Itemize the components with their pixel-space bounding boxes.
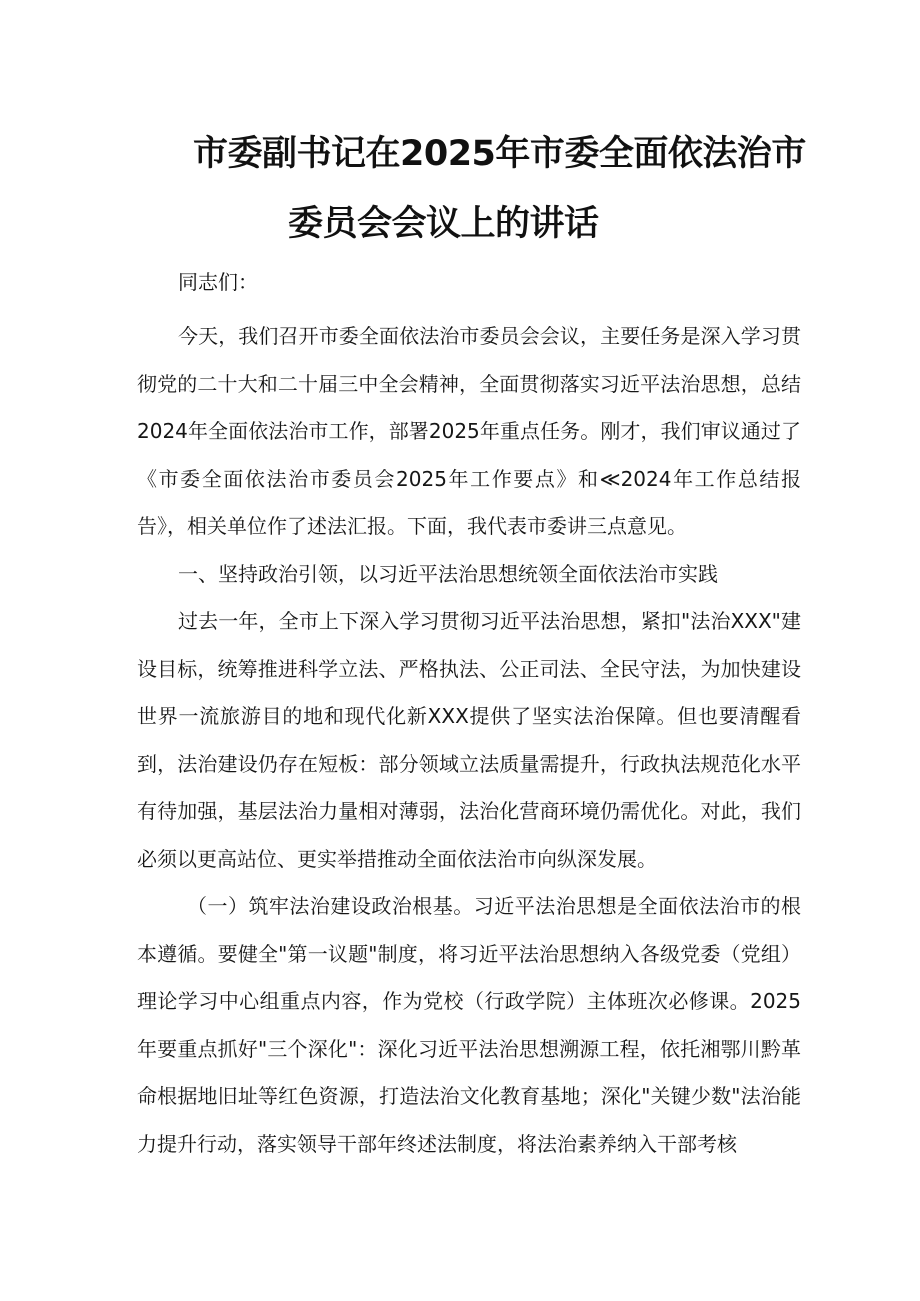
paragraph-opening: 今天，我们召开市委全面依法治市委员会会议，主要任务是深入学习贯彻党的二十大和二十届三中全会精神，全面贯彻落实习近平法治思想，总结2024年全面依法治市工作，部署2025年重点任务。刚才，我们审议通过了《市委全面依法治市委员会2025年工作要点》和≪2024年工作总结报告》，相关单位作了述法汇报。下面，我代表市委讲三点意见。 <box>137 324 801 538</box>
document-body <box>137 313 801 1168</box>
paragraph-subsection-1: （一）筑牢法治建设政治根基。习近平法治思想是全面依法治市的根本遵循。要健全"第一议题"制度，将习近平法治思想纳入各级党委（党组）理论学习中心组重点内容，作为党校（行政学院）主体班次必修课。2025年要重点抓好"三个深化"：深化习近平法治思想溯源工程，依托湘鄂川黔革命根据地旧址等红色资源，打造法治文化教育基地；深化"关键少数"法治能力提升行动，落实领导干部年终述法制度，将法治素养纳入干部考核 <box>137 894 801 1156</box>
salutation: 同志们： <box>178 270 258 294</box>
paragraph-review: 过去一年，全市上下深入学习贯彻习近平法治思想，紧扣"法治XXX"建设目标，统筹推进科学立法、严格执法、公正司法、全民守法，为加快建设世界一流旅游目的地和现代化新XXX提供了坚实法治保障。但也要清醒看到，法治建设仍存在短板：部分领域立法质量需提升，行政执法规范化水平有待加强，基层法治力量相对薄弱，法治化营商环境仍需优化。对此，我们必须以更高站位、更实举措推动全面依法治市向纵深发展。 <box>137 609 801 871</box>
document-title-line-2: 委员会会议上的讲话 <box>288 204 599 244</box>
document-title-line-1: 市委副书记在2025年市委全面依法治市 <box>193 134 806 174</box>
section-heading-1: 一、坚持政治引领，以习近平法治思想统领全面依法治市实践 <box>178 561 718 586</box>
